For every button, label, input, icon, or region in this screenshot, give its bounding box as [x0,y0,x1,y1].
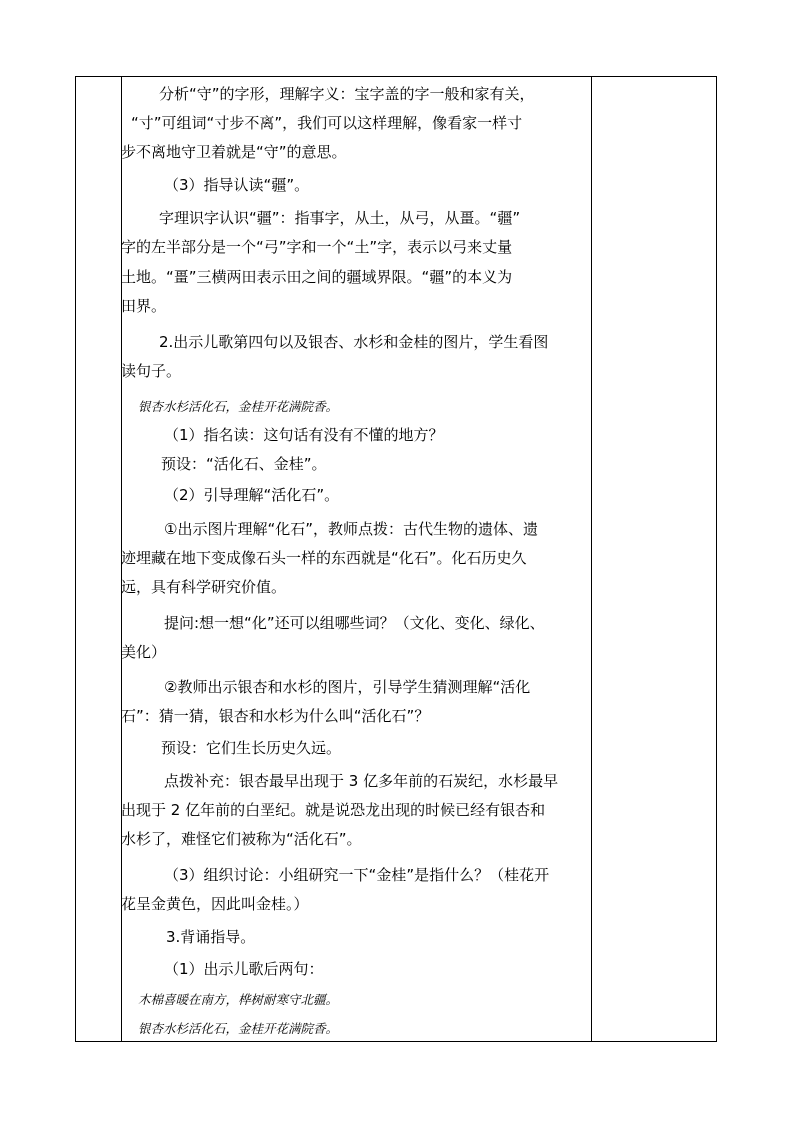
paragraph-text: （3）组织讨论：小组研究一下“金桂”是指什么？（桂花开 [164,866,550,884]
rhyme-line: 银杏水杉活化石，金桂开花满院香。 [138,399,339,414]
paragraph-text: 远，具有科学研究价值。 [121,578,287,596]
paragraph-text: ①出示图片理解“化石”，教师点拨：古代生物的遗体、遗 [164,520,538,538]
paragraph-text: 读句子。 [121,362,182,380]
paragraph-text: 步不离地守卫着就是“守”的意思。 [121,143,347,161]
paragraph-text: 分析“守”的字形，理解字义：宝字盖的字一般和家有关， [159,85,535,103]
paragraph-text: 田界。 [121,297,167,315]
rhyme-line: 银杏水杉活化石，金桂开花满院香。 [138,1021,339,1036]
rhyme-line: 木棉喜暖在南方，桦树耐寒守北疆。 [138,992,339,1007]
paragraph-text: 提问:想一想“化”还可以组哪些词？（文化、变化、绿化、 [164,614,545,632]
paragraph-text: “寸”可组词“寸步不离”，我们可以这样理解，像看家一样寸 [131,114,523,132]
paragraph-text: （3）指导认读“疆”。 [164,176,310,194]
paragraph-text: 花呈金黄色，因此叫金桂。） [121,895,309,913]
paragraph-text: 3.背诵指导。 [166,928,256,946]
paragraph-text: 出现于 2 亿年前的白垩纪。就是说恐龙出现的时候已经有银杏和 [121,801,546,819]
paragraph-text: 预设：它们生长历史久远。 [161,739,342,757]
paragraph-text: 字理识字认识“疆”：指事字，从土，从弓，从畺。“疆” [159,209,521,227]
paragraph-text: 预设：“活化石、金桂”。 [161,455,327,473]
paragraph-text: 点拨补充：银杏最早出现于 3 亿多年前的石炭纪，水杉最早 [164,772,559,790]
table-column-divider-right [591,77,592,1041]
paragraph-text: 水杉了，难怪它们被称为“活化石”。 [121,830,362,848]
paragraph-text: 美化） [121,643,167,661]
paragraph-text: 土地。“畺”三横两田表示田之间的疆域界限。“疆”的本义为 [121,268,513,286]
paragraph-text: 迹埋藏在地下变成像石头一样的东西就是“化石”。化石历史久 [121,549,527,567]
paragraph-text: 石”：猜一猜，银杏和水杉为什么叫“活化石”？ [121,707,430,725]
paragraph-text: 字的左半部分是一个“弓”字和一个“土”字，表示以弓来丈量 [121,238,513,256]
paragraph-text: ②教师出示银杏和水杉的图片，引导学生猜测理解“活化 [164,678,531,696]
paragraph-text: （1）指名读：这句话有没有不懂的地方？ [164,426,444,444]
paragraph-text: （1）出示儿歌后两句： [164,960,324,978]
paragraph-text: 2.出示儿歌第四句以及银杏、水杉和金桂的图片，学生看图 [159,333,549,351]
paragraph-text: （2）引导理解“活化石”。 [164,486,340,504]
